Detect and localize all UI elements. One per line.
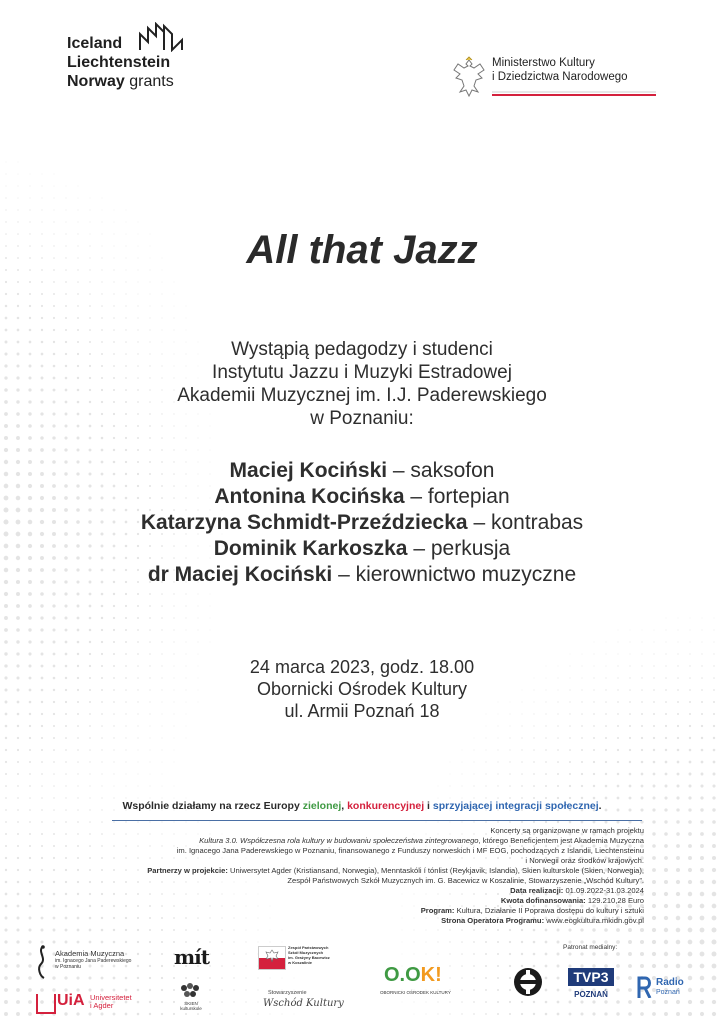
wschod-kultury-logo: Wschód Kultury xyxy=(263,998,344,1009)
mit-logo: mít xyxy=(174,945,209,969)
zpsm-line: w Koszalinie xyxy=(288,960,313,965)
performer-role: – kierownictwo muzyczne xyxy=(332,563,577,586)
skien-kulturskole-logo xyxy=(176,1001,206,1011)
performer-row xyxy=(0,562,724,588)
uia-emblem-icon xyxy=(36,994,56,1014)
grants-line-norway: Norway grants xyxy=(67,73,174,90)
event-address: ul. Armii Poznań 18 xyxy=(284,701,440,721)
zpsm-line: Szkół Muzycznych xyxy=(288,950,324,955)
performer-name: Maciej Kociński xyxy=(229,459,388,482)
akademia-muzyczna-logo xyxy=(55,950,131,970)
radio-poznan-logo xyxy=(656,978,684,998)
info-partners: Partnerzy w projekcie: Uniwersytet Agder (Kristiansand, Norwegia), Menntaskóli í tónlist (Reykjavik, Islandia), Skien kulturskole (Skien, Norwegia), xyxy=(147,866,644,875)
intro-line: Instytutu Jazzu i Muzyki Estradowej xyxy=(212,362,512,383)
performer-role: – kontrabas xyxy=(467,511,584,534)
zpsm-logo-text xyxy=(288,945,330,965)
info-operator: Strona Operatora Programu: www.eogkultura.mkidn.gov.pl xyxy=(441,916,644,925)
skien-line: SKIEN xyxy=(184,1001,198,1006)
eagle-icon xyxy=(265,949,279,963)
radio-line: Poznań xyxy=(656,989,680,996)
performer-role: – saksofon xyxy=(387,459,495,482)
ministry-red-bar xyxy=(492,94,656,96)
info-realization: Data realizacji: 01.09.2022-31.03.2024 xyxy=(510,886,644,895)
uia-line: i Agder xyxy=(90,1001,114,1010)
ook-subtitle: OBORNICKI OŚRODEK KULTURY xyxy=(380,990,451,995)
project-info xyxy=(84,826,644,926)
am-line-3: w Poznaniu xyxy=(55,964,81,970)
performer-row xyxy=(0,484,724,510)
zpsm-line: Zespół Państwowych xyxy=(288,945,329,950)
grants-line-liechtenstein: Liechtenstein xyxy=(67,54,171,71)
info-program: Program: Kultura, Działanie II Poprawa dostępu do kultury i sztuki xyxy=(420,906,644,915)
performer-name: Dominik Karkoszka xyxy=(213,537,408,560)
blue-divider xyxy=(112,820,642,821)
radio-line: Radio xyxy=(656,977,684,988)
performer-row xyxy=(0,510,724,536)
stow-label: Stowarzyszenie xyxy=(268,990,307,996)
zpsm-line: im. Grażyny Bacewicz xyxy=(288,955,330,960)
ook-logo: O.OK! xyxy=(384,964,442,986)
zpsm-emblem xyxy=(258,946,286,970)
performer-name: dr Maciej Kociński xyxy=(147,563,333,586)
performer-row xyxy=(0,458,724,484)
info-line: i Norwegii oraz środków krajowych. xyxy=(525,856,644,865)
event-details xyxy=(0,656,724,722)
patron-label: Patronat medialny: xyxy=(563,944,618,951)
intro-line: w Poznaniu: xyxy=(310,408,414,429)
info-line: Kultura 3.0. Współczesna rola kultury w budowaniu społeczeństwa zintegrowanego, którego Beneficjentem jest Akademia Muzyczna xyxy=(199,836,644,845)
grants-line-iceland: Iceland xyxy=(67,35,123,52)
performer-name: Katarzyna Schmidt-Przeździecka xyxy=(140,511,468,534)
intro-text xyxy=(0,338,724,430)
grants-mark-icon xyxy=(138,22,186,52)
uia-logo: UiA xyxy=(57,992,85,1009)
info-line: Zespół Państwowych Szkół Muzycznych im. G. Bacewicz w Koszalinie, Stowarzyszenie „Wschód Kultury”. xyxy=(287,876,644,885)
uia-logo-text xyxy=(90,994,132,1010)
skien-kulturskole-icon xyxy=(178,982,202,1000)
intro-line: Akademii Muzycznej im. I.J. Paderewskiego xyxy=(177,385,547,406)
performer-role: – fortepian xyxy=(404,485,510,508)
performers-list xyxy=(0,458,724,588)
info-line: Koncerty są organizowane w ramach projektu xyxy=(490,826,644,835)
tvp3-subtitle: POZNAŃ xyxy=(574,990,608,999)
ministry-line-1: Ministerstwo Kultury xyxy=(492,57,595,69)
info-funding: Kwota dofinansowania: 129.210,28 Euro xyxy=(500,896,644,905)
am-line-1: Akademia Muzyczna xyxy=(55,949,125,958)
ministry-line-2: i Dziedzictwa Narodowego xyxy=(492,71,628,83)
radio-poznan-icon xyxy=(636,976,652,998)
radio-ring-logo-icon xyxy=(512,966,544,998)
event-date: 24 marca 2023, godz. 18.00 xyxy=(249,657,475,677)
event-venue: Obornicki Ośrodek Kultury xyxy=(256,679,468,699)
uia-line: Universitetet xyxy=(90,993,132,1002)
am-line-2: im. Ignacego Jana Paderewskiego xyxy=(55,958,132,964)
info-line: im. Ignacego Jana Paderewskiego w Poznaniu, finansowanego z Funduszy norweskich i MF EOG, pochodzących z Islandii, Liechtensteinu xyxy=(176,846,644,855)
skien-line: kulturskole xyxy=(180,1006,202,1011)
performer-name: Antonina Kocińska xyxy=(214,485,405,508)
tvp3-logo: TVP3 xyxy=(568,968,614,986)
akademia-muzyczna-logo-icon xyxy=(34,944,50,980)
performer-role: – perkusja xyxy=(407,537,511,560)
white-eagle-icon xyxy=(452,56,486,98)
poster-title: All that Jazz xyxy=(246,228,478,272)
intro-line: Wystąpią pedagodzy i studenci xyxy=(231,339,493,360)
performer-row xyxy=(0,536,724,562)
eea-slogan: Wspólnie działamy na rzecz Europy zielonej, konkurencyjnej i sprzyjającej integracji społecznej. xyxy=(122,800,602,812)
ministry-white-bar xyxy=(492,91,656,93)
